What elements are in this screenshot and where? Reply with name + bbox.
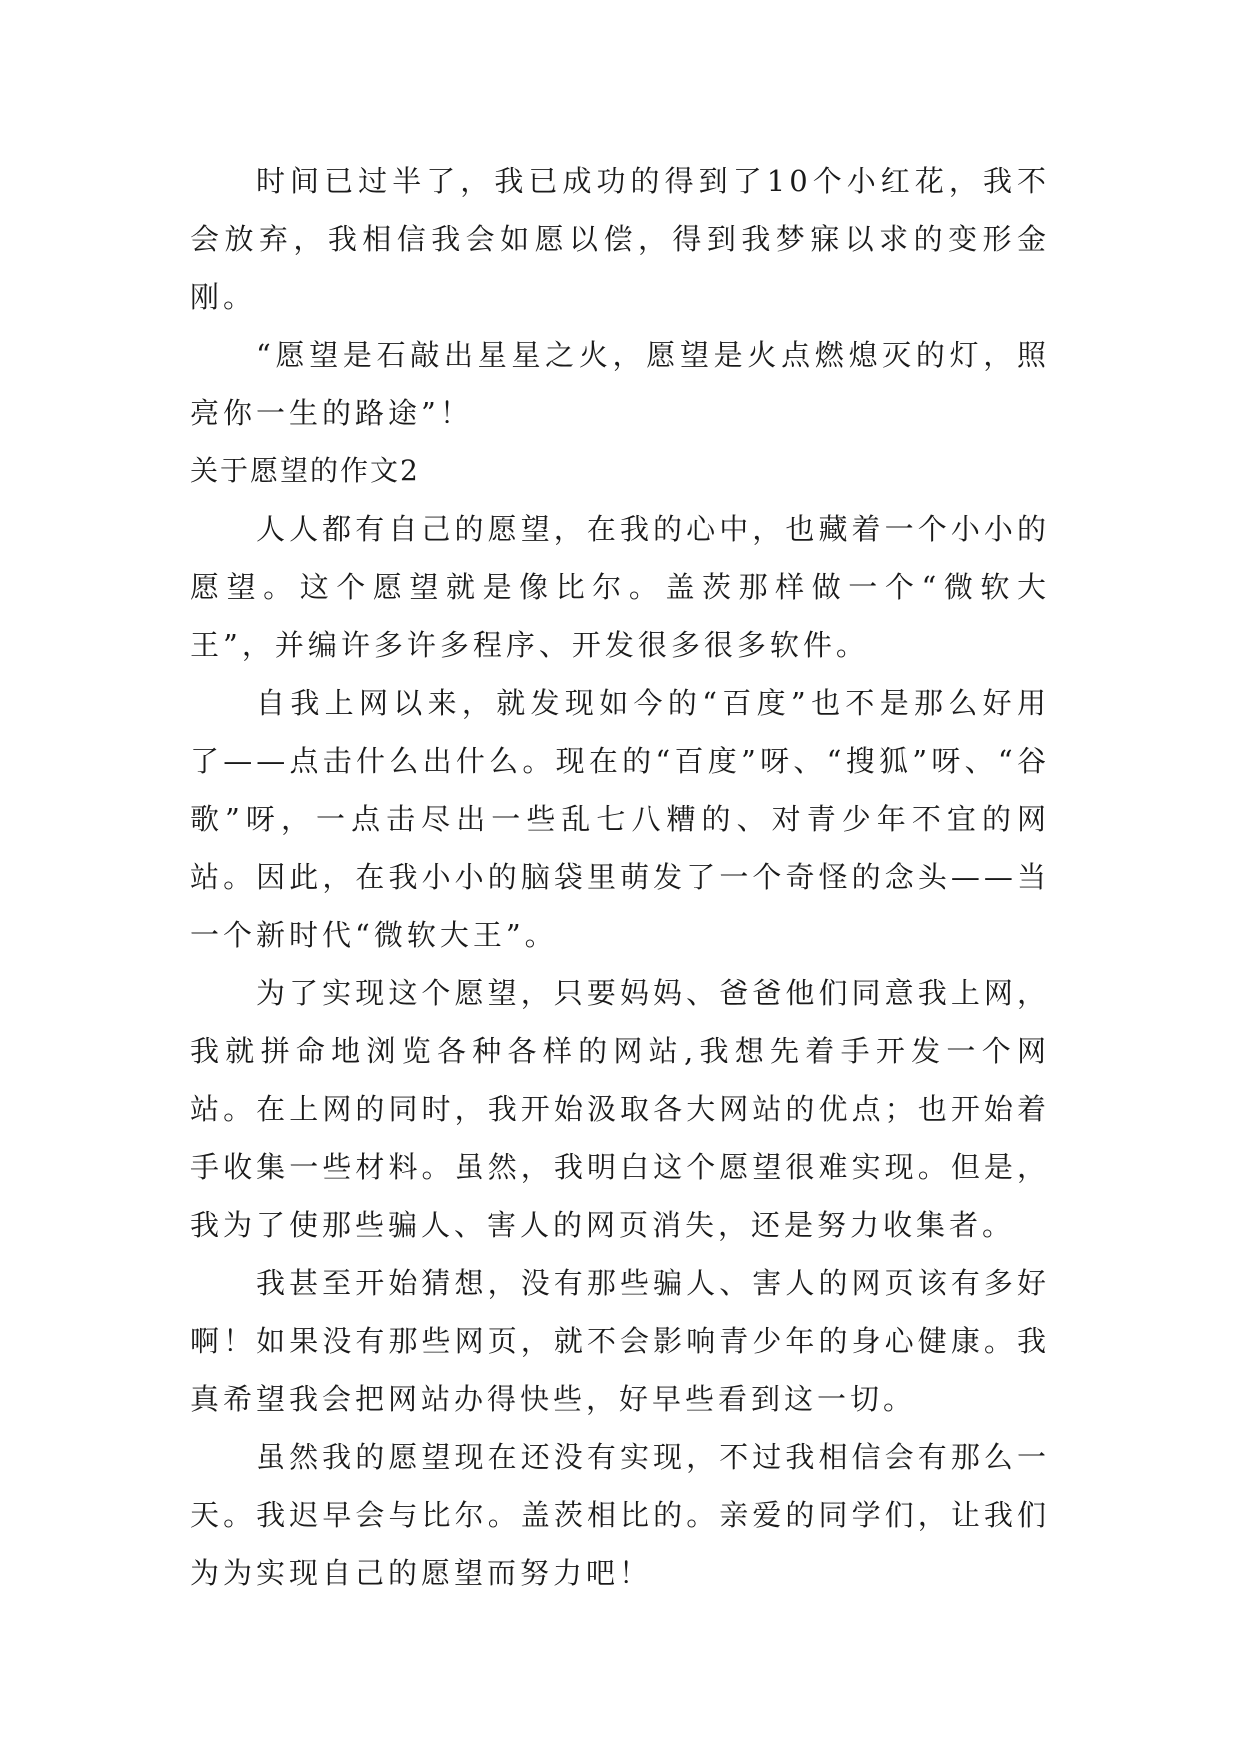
paragraph: 时间已过半了，我已成功的得到了10个小红花，我不会放弃，我相信我会如愿以偿，得到我梦寐以求的变形金刚。 — [190, 164, 1050, 314]
paragraph: 我甚至开始猜想，没有那些骗人、害人的网页该有多好啊！如果没有那些网页，就不会影响青少年的身心健康。我真希望我会把网站办得快些，好早些看到这一切。 — [190, 1266, 1050, 1416]
paragraph: 虽然我的愿望现在还没有实现，不过我相信会有那么一天。我迟早会与比尔。盖茨相比的。亲爱的同学们，让我们为为实现自己的愿望而努力吧！ — [190, 1440, 1050, 1590]
section-title: 关于愿望的作文2 — [190, 454, 420, 487]
paragraph: “愿望是石敲出星星之火，愿望是火点燃熄灭的灯，照亮你一生的路途”！ — [190, 338, 1050, 430]
paragraph: 自我上网以来，就发现如今的“百度”也不是那么好用了——点击什么出什么。现在的“百度”呀、“搜狐”呀、“谷歌”呀，一点击尽出一些乱七八糟的、对青少年不宜的网站。因此，在我小小的脑袋里萌发了一个奇怪的念头——当一个新时代“微软大王”。 — [190, 686, 1050, 952]
paragraph: 为了实现这个愿望，只要妈妈、爸爸他们同意我上网，我就拼命地浏览各种各样的网站,我想先着手开发一个网站。在上网的同时，我开始汲取各大网站的优点；也开始着手收集一些材料。虽然，我明白这个愿望很难实现。但是，我为了使那些骗人、害人的网页消失，还是努力收集者。 — [190, 976, 1050, 1242]
document-body — [190, 152, 1050, 1602]
paragraph: 人人都有自己的愿望，在我的心中，也藏着一个小小的愿望。这个愿望就是像比尔。盖茨那样做一个“微软大王”，并编许多许多程序、开发很多很多软件。 — [190, 512, 1050, 662]
